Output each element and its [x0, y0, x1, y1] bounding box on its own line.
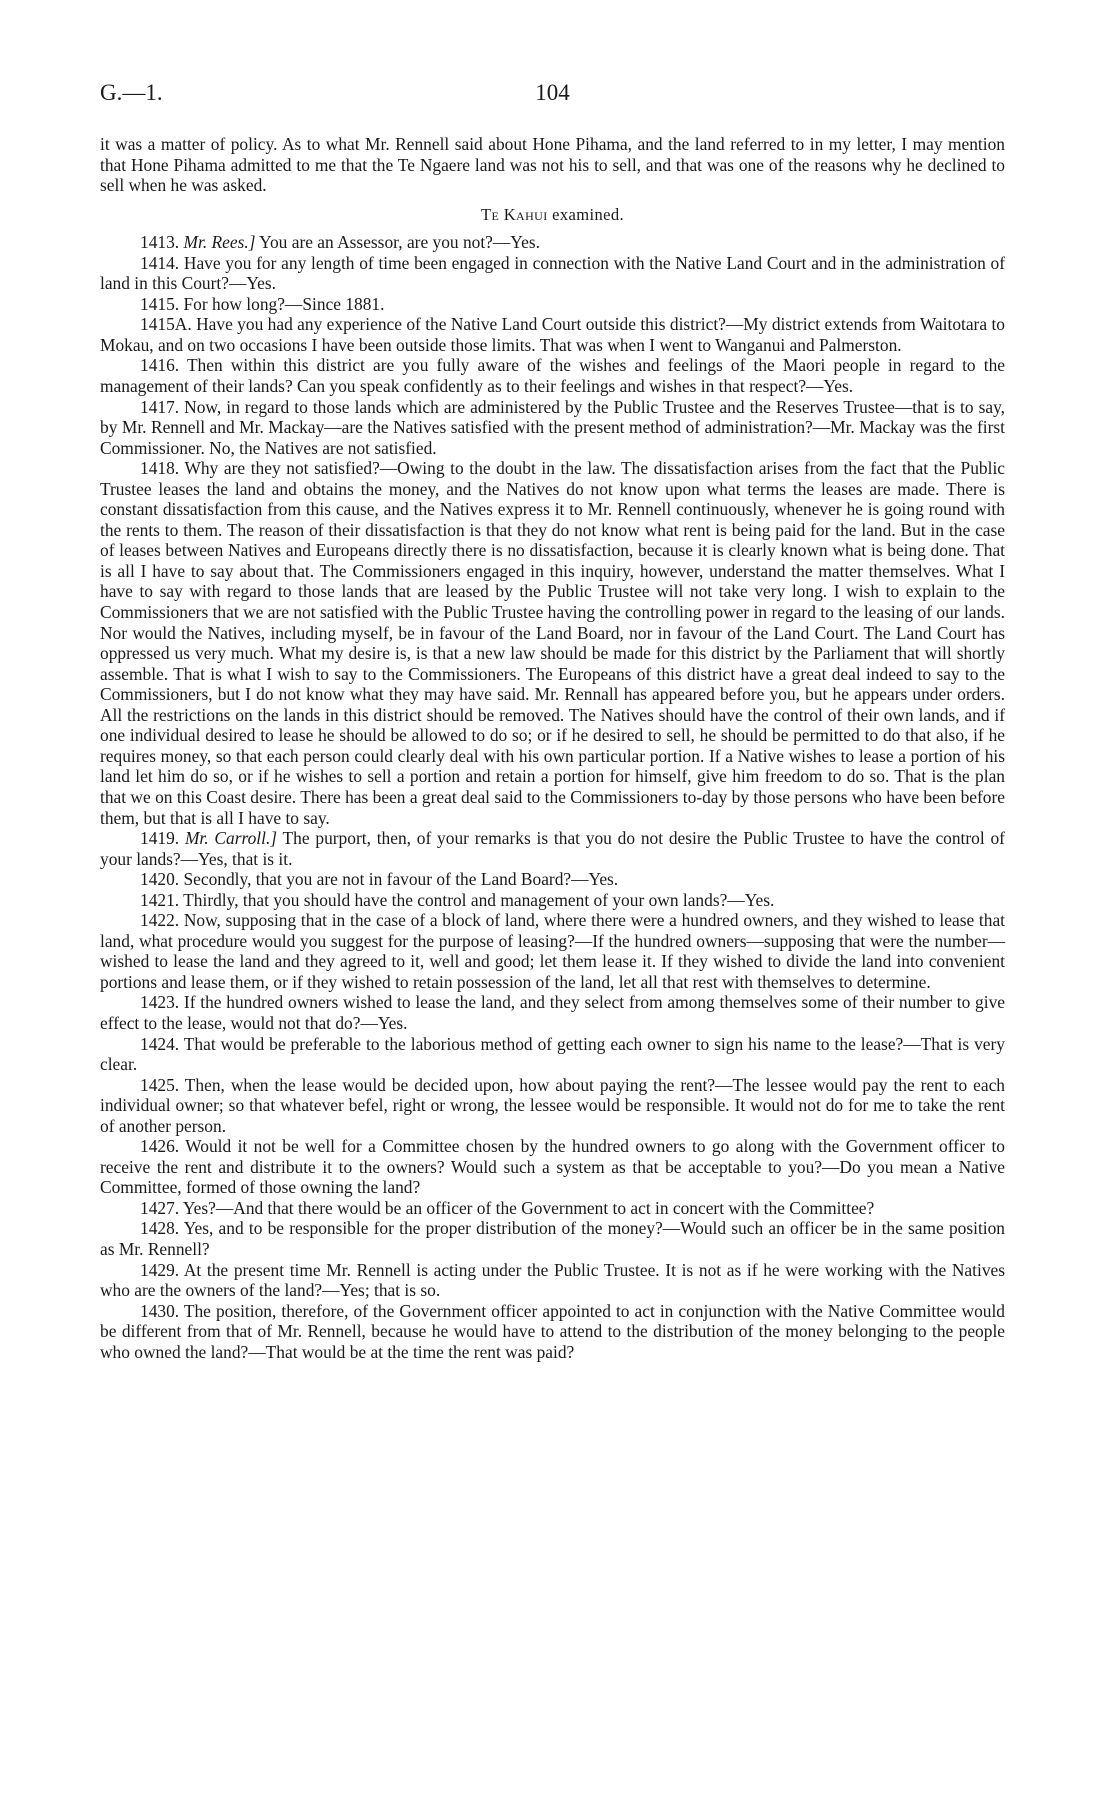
witness-name: Te Kahui — [480, 204, 548, 224]
testimony-entry — [100, 890, 1005, 911]
question-number: 1420. — [140, 869, 180, 890]
question-number: 1421. — [140, 889, 180, 910]
page-header — [100, 80, 1005, 114]
question-number: 1423. — [140, 992, 180, 1013]
testimony-entry — [100, 355, 1005, 396]
question-text: For how long?—Since 1881. — [179, 293, 385, 314]
question-text: Then, when the lease would be decided upon, how about paying the rent?—The lessee would pay the rent to each individual owner; so that whatever befel, right or wrong, the lessee would be responsible. It would not do for me to take the rent of another person. — [100, 1074, 1005, 1136]
question-number: 1419. — [140, 828, 180, 849]
question-text: Secondly, that you are not in favour of the Land Board?—Yes. — [179, 869, 619, 890]
testimony-entry — [100, 992, 1005, 1033]
testimony-entry — [100, 1034, 1005, 1075]
question-number: 1416. — [140, 355, 180, 376]
question-number: 1428. — [140, 1218, 180, 1239]
question-number: 1418. — [140, 458, 180, 479]
document-reference: G.—1. — [100, 80, 163, 105]
question-number: 1414. — [140, 252, 180, 273]
question-number: 1426. — [140, 1136, 180, 1157]
question-text: The purport, then, of your remarks is that you do not desire the Public Trustee to have the control of your lands?—Yes, that is it. — [100, 828, 1005, 869]
testimony-entry — [100, 910, 1005, 992]
testimony-entry — [100, 397, 1005, 459]
page-number: 104 — [535, 80, 570, 105]
question-text: That would be preferable to the laborious method of getting each owner to sign his name to the lease?—That is very clear. — [100, 1033, 1005, 1075]
testimony-entry — [100, 1301, 1005, 1363]
question-number: 1427. — [140, 1197, 180, 1218]
question-number: 1422. — [140, 910, 180, 931]
question-number: 1424. — [140, 1033, 180, 1054]
question-text: Have you for any length of time been engaged in connection with the Native Land Court and in the administration of land in this Court?—Yes. — [100, 252, 1005, 294]
question-text: Now, in regard to those lands which are administered by the Public Trustee and the Reserves Trustee—that is to say, by Mr. Rennell and Mr. Mackay—are the Natives satisfied with the present method of administration?—Mr. Mackay was the first Commissioner. No, the Natives are not satisfied. — [100, 396, 1005, 458]
question-text: Yes?—And that there would be an officer of the Government to act in concert with the Committee? — [179, 1197, 875, 1218]
question-number: 1417. — [140, 396, 180, 417]
testimony-entry — [100, 1075, 1005, 1137]
question-number: 1415. — [140, 293, 180, 314]
testimony-entry — [100, 253, 1005, 294]
speaker-label: Mr. Rees.] — [183, 232, 256, 253]
question-text: Now, supposing that in the case of a block of land, where there were a hundred owners, and they wished to lease that land, what procedure would you suggest for the purpose of leasing?—If the hundred owners—supposing that were the number—wished to lease the land and they agreed to it, well and good; let them lease it. If they wished to divide the land into convenient portions and lease them, or if they wished to retain possession of the land, let all that rest with themselves to determine. — [100, 910, 1005, 992]
section-heading-suffix: examined. — [547, 204, 625, 224]
question-number: 1425. — [140, 1074, 180, 1095]
question-text: Why are they not satisfied?—Owing to the doubt in the law. The dissatisfaction arises from the fact that the Public Trustee leases the land and obtains the money, and the Natives do not know upon what terms the leases are made. There is constant dissatisfaction from this cause, and the Natives express it to Mr. Rennell continuously, whenever he is going round with the rents to them. The reason of their dissatisfaction is that they do not know what rent is being paid for the land. But in the case of leases between Natives and Europeans directly there is no dissatisfaction, because it is clearly known what is being done. That is all I have to say about that. The Commissioners engaged in this inquiry, however, understand the matter themselves. What I have to say with regard to those lands that are leased by the Public Trustee will not take very long. I wish to explain to the Commissioners that we are not satisfied with the Public Trustee having the controlling power in regard to the leasing of our lands. Nor would the Natives, including myself, be in favour of the Land Board, nor in favour of the Land Court. The Land Court has oppressed us very much. What my desire is, is that a new law should be made for this district by the Parliament that will shortly assemble. That is what I wish to say to the Commissioners. The Europeans of this district have a great deal indeed to say to the Commissioners, but I do not know what they may have said. Mr. Rennall has appeared before you, but he appears under orders. All the restrictions on the lands in this district should be removed. The Natives should have the control of their own lands, and if one individual desired to lease he should be allowed to do so; or if he desired to sell, he should be permitted to do that also, if he requires money, so that each person could clearly deal with his own particular portion. If a Native wishes to lease a portion of his land let him do so, or if he wishes to sell a portion and retain a portion for himself, give him freedom to do so. That is the plan that we on this Coast desire. There has been a great deal said to the Commissioners to-day by those persons who have been before them, but that is all I have to say. — [100, 458, 1005, 828]
testimony-entry — [100, 1198, 1005, 1219]
testimony-entry — [100, 828, 1005, 869]
question-number: 1413. — [140, 232, 180, 253]
testimony-entry — [100, 232, 1005, 253]
testimony-entry — [100, 314, 1005, 355]
question-text: The position, therefore, of the Government officer appointed to act in conjunction with the Native Committee would be different from that of Mr. Rennell, because he would have to attend to the distribution of the money belonging to the people who owned the land?—That would be at the time the rent was paid? — [100, 1300, 1005, 1362]
question-text: You are an Assessor, are you not?—Yes. — [255, 232, 540, 253]
question-text: At the present time Mr. Rennell is acting under the Public Trustee. It is not as if he were working with the Natives who are the owners of the land?—Yes; that is so. — [100, 1259, 1005, 1301]
speaker-label: Mr. Carroll.] — [184, 828, 278, 849]
intro-paragraph: it was a matter of policy. As to what Mr. Rennell said about Hone Pihama, and the land referred to in my letter, I may mention that Hone Pihama admitted to me that the Te Ngaere land was not his to sell, and that was one of the reasons why he declined to sell when he was asked. — [100, 134, 1005, 196]
question-text: Yes, and to be responsible for the proper distribution of the money?—Would such an officer be in the same position as Mr. Rennell? — [100, 1218, 1005, 1259]
question-text: Then within this district are you fully aware of the wishes and feelings of the Maori people in regard to the management of their lands? Can you speak confidently as to their feelings and wishes in that respect?—Yes. — [100, 355, 1005, 397]
question-text: If the hundred owners wished to lease the land, and they select from among themselves some of their number to give effect to the lease, would not that do?—Yes. — [100, 992, 1005, 1033]
section-heading — [100, 205, 1005, 226]
testimony-entry — [100, 1136, 1005, 1198]
testimony-entry — [100, 869, 1005, 890]
testimony-list — [100, 232, 1005, 1362]
question-text: Would it not be well for a Committee chosen by the hundred owners to go along with the Government officer to receive the rent and distribute it to the owners? Would such a system as that be acceptable to you?—Do you mean a Native Committee, formed of those owning the land? — [100, 1136, 1005, 1198]
testimony-entry — [100, 1218, 1005, 1259]
question-text: Thirdly, that you should have the control and management of your own lands?—Yes. — [179, 889, 775, 910]
testimony-entry — [100, 458, 1005, 828]
question-text: Have you had any experience of the Native Land Court outside this district?—My district extends from Waitotara to Mokau, and on two occasions I have been outside those limits. That was when I went to Wanganui and Palmerston. — [100, 314, 1005, 355]
question-number: 1430. — [140, 1300, 180, 1321]
testimony-entry — [100, 294, 1005, 315]
testimony-entry — [100, 1260, 1005, 1301]
question-number: 1415A. — [140, 314, 192, 335]
document-body — [100, 134, 1005, 1362]
question-number: 1429. — [140, 1259, 180, 1280]
